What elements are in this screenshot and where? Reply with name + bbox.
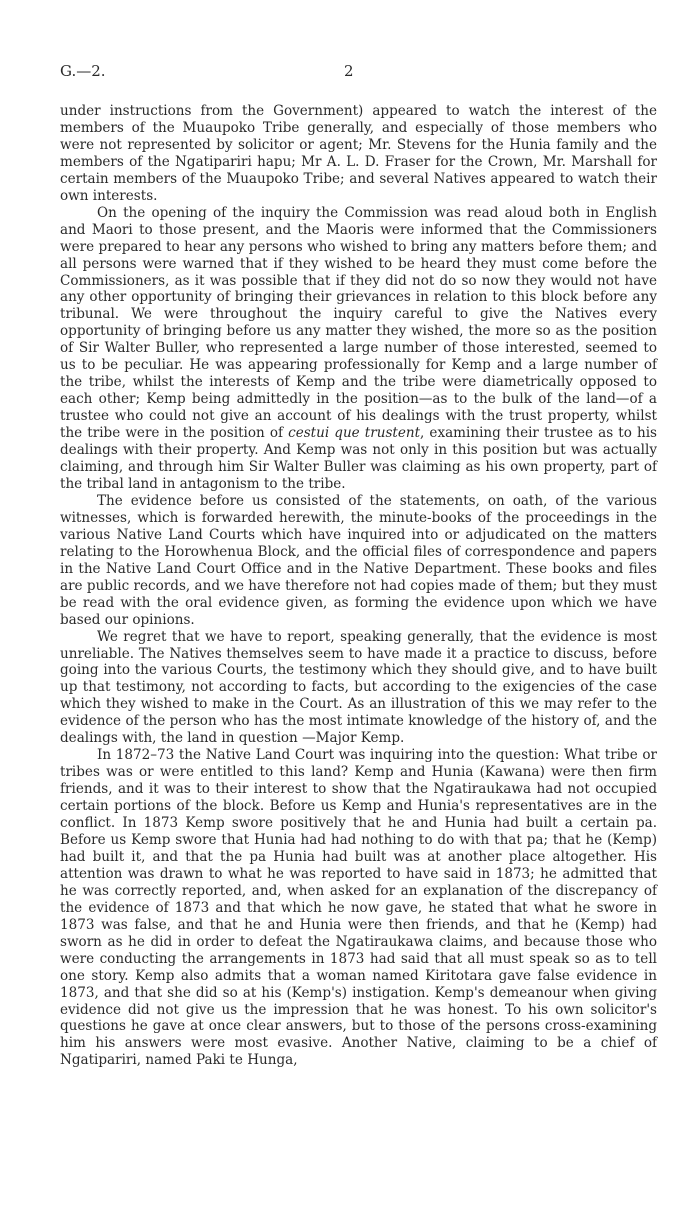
- italic-phrase: cestui que trustent: [288, 425, 421, 442]
- paragraph: [60, 205, 657, 493]
- paragraph-text: On the opening of the inquiry the Commission was read aloud both in English and Maori to those present, and the Maoris were informed that the Commissioners were prepared to hear any persons who wished to bring any matters before them; and all persons were warned that if they wished to be heard they must come before the Commissioners, as it was possible that if they did not do so now they would not have any other opportunity of bringing their grievances in relation to this block before any tribunal. We were throughout the inquiry careful to give the Natives every opportunity of bringing before us any matter they wished, the more so as the position of Sir Walter Buller, who represented a large number of those interested, seemed to us to be peculiar. He was appearing professionally for Kemp and a large number of the tribe, whilst the interests of Kemp and the tribe were diametrically opposed to each other; Kemp being admittedly in the position—as to the bulk of the land—of a trustee who could not give an account of his dealings with the trust property, whilst the tribe were in the position of: [60, 204, 657, 442]
- paragraph: [60, 103, 657, 205]
- paragraph: [60, 629, 657, 748]
- paragraph: [60, 747, 657, 1069]
- paragraph-text: The evidence before us consisted of the statements, on oath, of the various witnesses, which is forwarded herewith, the minute-books of the proceedings in the various Native Land Courts which have inquired into or adjudicated on the matters relating to the Horowhenua Block, and the official files of correspondence and papers in the Native Land Court Office and in the Native Department. These books and files are public records, and we have therefore not had copies made of them; but they must be read with the oral evidence given, as forming the evidence upon which we have based our opinions.: [60, 492, 657, 628]
- page-header: [60, 62, 657, 82]
- page-number: 2: [344, 62, 354, 80]
- paragraph-text: under instructions from the Government) appeared to watch the interest of the members of the Muaupoko Tribe generally, and especially of those members who were not represented by solicitor or agent; Mr. Stevens for the Hunia family and the members of the Ngatipariri hapu; Mr A. L. D. Fraser for the Crown, Mr. Marshall for certain members of the Muaupoko Tribe; and several Natives appeared to watch their own interests.: [60, 103, 657, 204]
- paragraph-text: In 1872–73 the Native Land Court was inquiring into the question: What tribe or tribes was or were entitled to this land? Kemp and Hunia (Kawana) were then firm friends, and it was to their interest to show that the Ngatiraukawa had not occupied certain portions of the block. Before us Kemp and Hunia's representatives are in the conflict. In 1873 Kemp swore positively that he and Hunia had built a certain pa. Before us Kemp swore that Hunia had had nothing to do with that pa; that he (Kemp) had built it, and that the pa Hunia had built was at another place altogether. His attention was drawn to what he was reported to have said in 1873; he admitted that he was correctly reported, and, when asked for an explanation of the discrepancy of the evidence of 1873 and that which he now gave, he stated that what he swore in 1873 was false, and that he and Hunia were then friends, and that he (Kemp) had sworn as he did in order to defeat the Ngatiraukawa claims, and because those who were conducting the arrangements in 1873 had said that all must speak so as to tell one story. Kemp also admits that a woman named Kiritotara gave false evidence in 1873, and that she did so at his (Kemp's) instigation. Kemp's demeanour when giving evidence did not give us the impression that he was honest. To his own solicitor's questions he gave at once clear answers, but to those of the persons cross-examining him his answers were most evasive. Another Native, claiming to be a chief of Ngatipariri, named Paki te Hunga,: [60, 747, 657, 1069]
- paragraph: [60, 493, 657, 629]
- paragraph-text: We regret that we have to report, speaking generally, that the evidence is most unreliable. The Natives themselves seem to have made it a practice to discuss, before going into the various Courts, the testimony which they should give, and to have built up that testimony, not according to facts, but according to the exigencies of the case which they wished to make in the Court. As an illustration of this we may refer to the evidence of the person who has the most intimate knowledge of the history of, and the dealings with, the land in question —Major Kemp.: [60, 628, 657, 747]
- document-body: [60, 103, 657, 1069]
- paragraph-text: , examining their trustee as to his dealings with their property. And Kemp was not only in this position but was actually claiming, and through him Sir Walter Buller was claiming as his own property, part of the tribal land in antagonism to the tribe.: [60, 425, 658, 492]
- document-reference: G.—2.: [60, 62, 106, 80]
